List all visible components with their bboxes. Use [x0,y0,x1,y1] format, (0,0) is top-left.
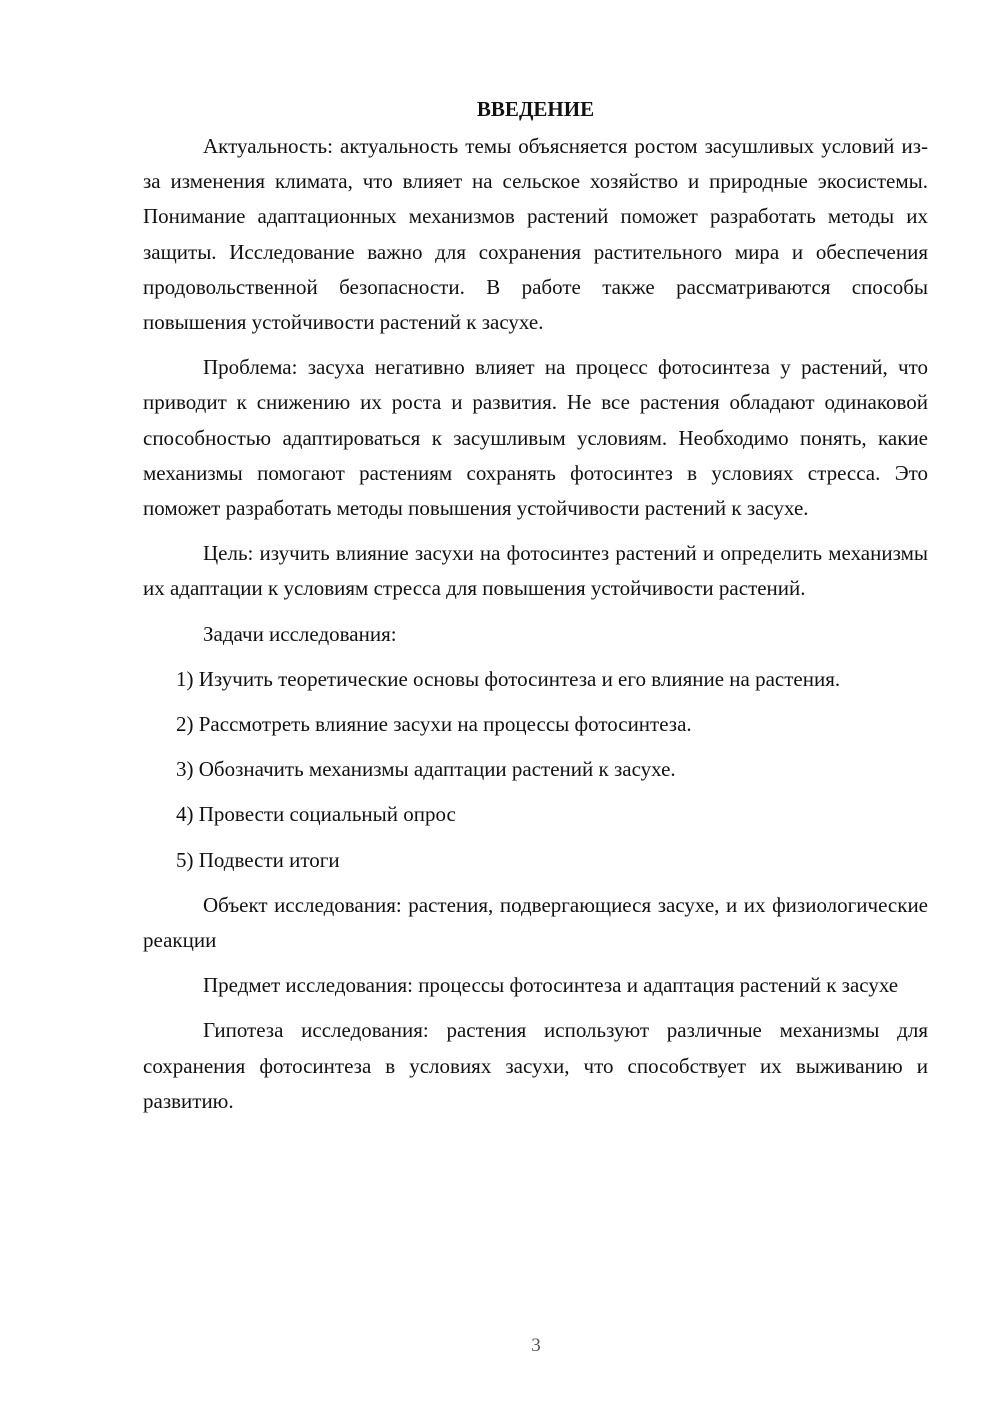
hypothesis-paragraph: Гипотеза исследования: растения используют различные механизмы для сохранения фотосинтеза в условиях засухи, что способствует их выживанию и развитию. [143,1018,928,1113]
tasks-title: Задачи исследования: [203,621,397,646]
task-item-5: 5) Подвести итоги [176,847,340,872]
object-paragraph: Объект исследования: растения, подвергающиеся засухе, и их физиологические реакции [143,892,928,953]
goal-paragraph: Цель: изучить влияние засухи на фотосинтез растений и определить механизмы их адаптации к условиям стресса для повышения устойчивости растений. [143,541,928,601]
relevance-paragraph: Актуальность: актуальность темы объясняется ростом засушливых условий из-за изменения климата, что влияет на сельское хозяйство и природные экосистемы. Понимание адаптационных механизмов растений поможет разработать методы их защиты. Исследование важно для сохранения растительного мира и обеспечения продовольственной безопасности. В работе также рассматриваются способы повышения устойчивости растений к засухе. [143,134,928,335]
section-heading: ВВЕДЕНИЕ [476,97,595,121]
page-content [143,92,928,1119]
page-number: 3 [531,1335,541,1356]
task-item-2: 2) Рассмотреть влияние засухи на процессы фотосинтеза. [176,712,692,737]
task-item-3: 3) Обозначить механизмы адаптации растений к засухе. [176,757,676,782]
task-item-1: 1) Изучить теоретические основы фотосинтеза и его влияние на растения. [176,666,841,691]
problem-paragraph: Проблема: засуха негативно влияет на процесс фотосинтеза у растений, что приводит к снижению их роста и развития. Не все растения обладают одинаковой способностью адаптироваться к засушливым условиям. Необходимо понять, какие механизмы помогают растениям сохранять фотосинтез в условиях стресса. Это поможет разработать методы повышения устойчивости растений к засухе. [143,355,928,521]
task-item-4: 4) Провести социальный опрос [176,802,456,827]
subject-paragraph: Предмет исследования: процессы фотосинтеза и адаптация растений к засухе [203,973,899,998]
